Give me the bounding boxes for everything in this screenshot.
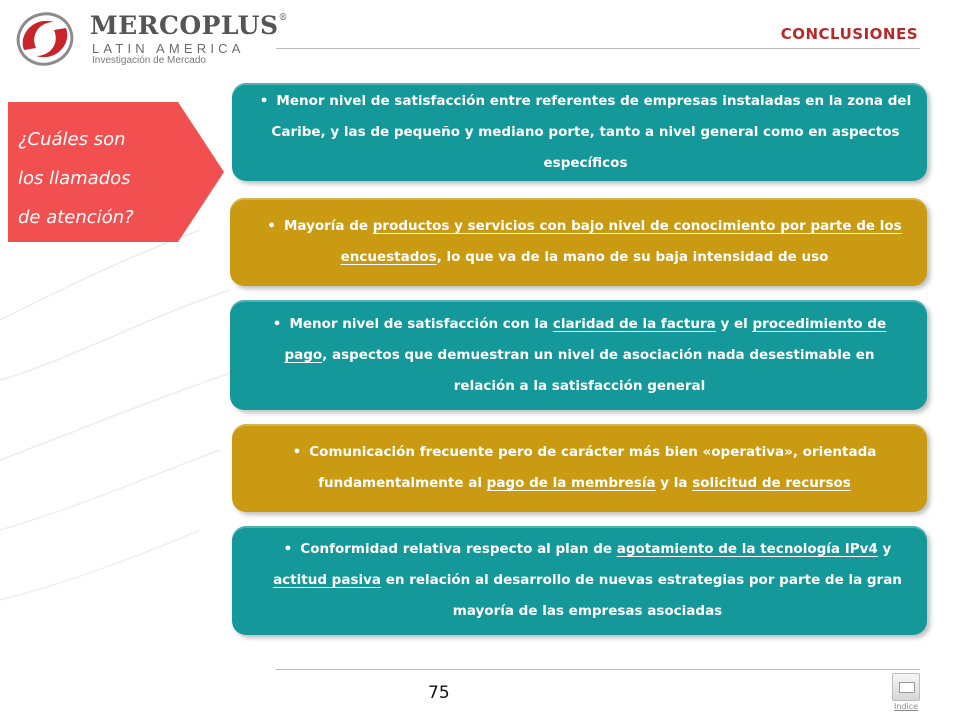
index-button[interactable]: [892, 673, 920, 713]
card-5-highlight-2: actitud pasiva: [273, 572, 382, 588]
index-icon[interactable]: [892, 673, 920, 701]
card-2-text-a: Mayoría de: [283, 218, 373, 234]
header-divider: [276, 48, 920, 49]
brand-name: MERCOPLUS®: [90, 11, 289, 40]
card-5-highlight-1: agotamiento de la tecnología IPv4: [616, 541, 878, 557]
card-4-highlight-2: solicitud de recursos: [692, 475, 851, 491]
card-3-text-c: , aspectos que demuestran un nivel de asociación nada desestimable en relación a la satisfacción general: [322, 346, 875, 394]
question-callout: [8, 102, 248, 242]
bullet: •: [259, 92, 269, 109]
card-5-text-a: Conformidad relativa respecto al plan de: [300, 541, 617, 557]
background-curves: [0, 230, 240, 610]
brand-region: LATIN AMERICA: [92, 41, 245, 56]
conclusion-card-4: [232, 424, 927, 512]
bullet: •: [267, 218, 276, 234]
card-1-text: Menor nivel de satisfacción entre referentes de empresas instaladas en la zona del Caribe, y las de pequeño y mediano porte, tanto a nivel general como en aspectos específicos: [271, 92, 912, 171]
brand-tagline: Investigación de Mercado: [92, 55, 206, 66]
registered-mark: ®: [278, 13, 289, 23]
card-3-text-b: y el: [715, 315, 753, 332]
card-2-highlight-1: productos y servicios con bajo nivel de conocimiento por parte de los encuestados: [340, 218, 902, 265]
page-number: 75: [428, 683, 450, 703]
question-line-3: de atención?: [18, 207, 134, 228]
card-4-text-b: y la: [655, 475, 693, 491]
bullet: •: [292, 444, 302, 460]
conclusion-card-2: [230, 198, 927, 286]
section-title: CONCLUSIONES: [780, 25, 918, 43]
question-line-2: los llamados: [18, 168, 131, 189]
conclusion-card-5: [232, 526, 927, 635]
card-4-highlight-1: pago de la membresía: [486, 475, 656, 491]
card-2-text-b: , lo que va de la mano de su baja intensidad de uso: [436, 249, 829, 265]
bullet: •: [283, 541, 293, 557]
question-text: [18, 120, 178, 237]
card-3-text-a: Menor nivel de satisfacción con la: [289, 315, 553, 332]
question-line-1: ¿Cuáles son: [18, 129, 126, 150]
mercoplus-swirl-icon: [14, 10, 76, 68]
card-5-text-c: en relación al desarrollo de nuevas estrategias por parte de la gran mayoría de las empresas asociadas: [381, 572, 902, 619]
conclusion-card-3: [230, 300, 927, 410]
footer-divider: [276, 669, 920, 670]
mercoplus-logo: [14, 8, 289, 70]
index-link[interactable]: Indice: [893, 702, 919, 711]
card-3-highlight-1: claridad de la factura: [552, 315, 716, 332]
bullet: •: [272, 315, 282, 332]
card-4-text-a: Comunicación frecuente pero de carácter más bien «operativa», orientada fundamentalmente al: [309, 444, 877, 491]
card-5-text-b: y: [877, 541, 892, 557]
card-3-highlight-2: procedimiento de pago: [284, 315, 887, 363]
conclusion-card-1: [232, 83, 927, 181]
